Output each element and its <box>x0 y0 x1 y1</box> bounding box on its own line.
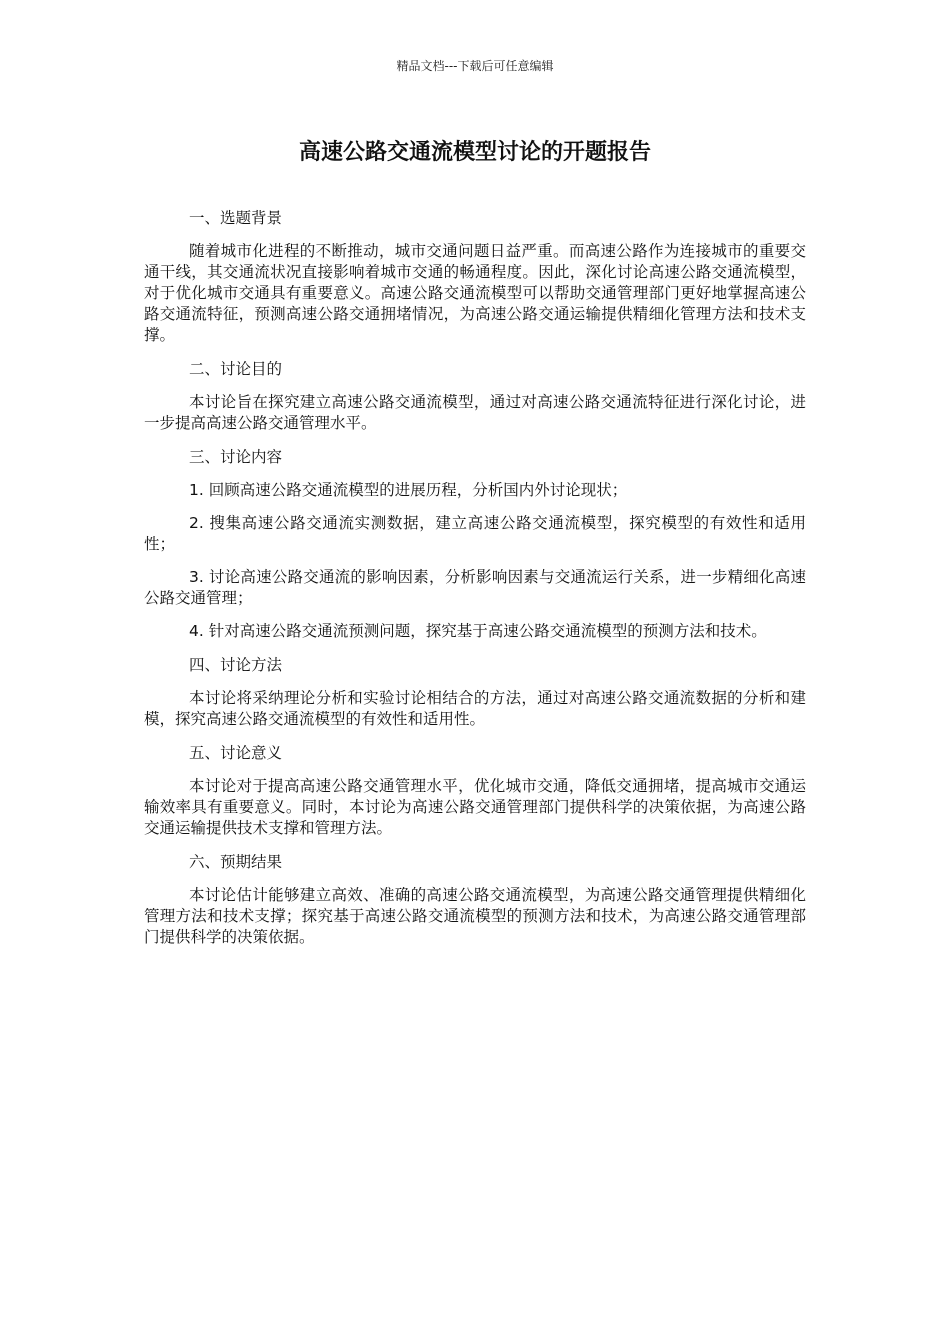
content-item: 1. 回顾高速公路交通流模型的进展历程，分析国内外讨论现状； <box>189 481 628 499</box>
section-significance <box>144 742 806 839</box>
section-heading: 五、讨论意义 <box>189 744 283 762</box>
section-method <box>144 654 806 730</box>
section-purpose <box>144 358 806 434</box>
section-paragraph: 本讨论将采纳理论分析和实验讨论相结合的方法，通过对高速公路交通流数据的分析和建模，探究高速公路交通流模型的有效性和适用性。 <box>144 689 806 728</box>
section-background <box>144 207 806 346</box>
content-item: 3. 讨论高速公路交通流的影响因素，分析影响因素与交通流运行关系，进一步精细化高速公路交通管理； <box>144 568 806 607</box>
document-body <box>144 207 806 960</box>
section-expected-results <box>144 851 806 948</box>
section-paragraph: 本讨论对于提高高速公路交通管理水平，优化城市交通，降低交通拥堵，提高城市交通运输效率具有重要意义。同时，本讨论为高速公路交通管理部门提供科学的决策依据，为高速公路交通运输提供技术支撑和管理方法。 <box>144 777 806 837</box>
section-paragraph: 本讨论旨在探究建立高速公路交通流模型，通过对高速公路交通流特征进行深化讨论，进一步提高高速公路交通管理水平。 <box>144 393 806 432</box>
header-note: 精品文档---下载后可任意编辑 <box>396 59 554 73</box>
section-heading: 二、讨论目的 <box>189 360 283 378</box>
section-heading: 一、选题背景 <box>189 209 283 227</box>
content-item: 4. 针对高速公路交通流预测问题，探究基于高速公路交通流模型的预测方法和技术。 <box>189 622 767 640</box>
content-item: 2. 搜集高速公路交通流实测数据，建立高速公路交通流模型，探究模型的有效性和适用性； <box>144 514 806 553</box>
section-heading: 四、讨论方法 <box>189 656 283 674</box>
section-paragraph: 本讨论估计能够建立高效、准确的高速公路交通流模型，为高速公路交通管理提供精细化管理方法和技术支撑；探究基于高速公路交通流模型的预测方法和技术，为高速公路交通管理部门提供科学的决策依据。 <box>144 886 806 946</box>
section-content <box>144 446 806 642</box>
section-heading: 六、预期结果 <box>189 853 283 871</box>
section-paragraph: 随着城市化进程的不断推动，城市交通问题日益严重。而高速公路作为连接城市的重要交通干线，其交通流状况直接影响着城市交通的畅通程度。因此，深化讨论高速公路交通流模型，对于优化城市交通具有重要意义。高速公路交通流模型可以帮助交通管理部门更好地掌握高速公路交通流特征，预测高速公路交通拥堵情况，为高速公路交通运输提供精细化管理方法和技术支撑。 <box>144 242 806 344</box>
document-title: 高速公路交通流模型讨论的开题报告 <box>298 140 651 165</box>
section-heading: 三、讨论内容 <box>189 448 283 466</box>
